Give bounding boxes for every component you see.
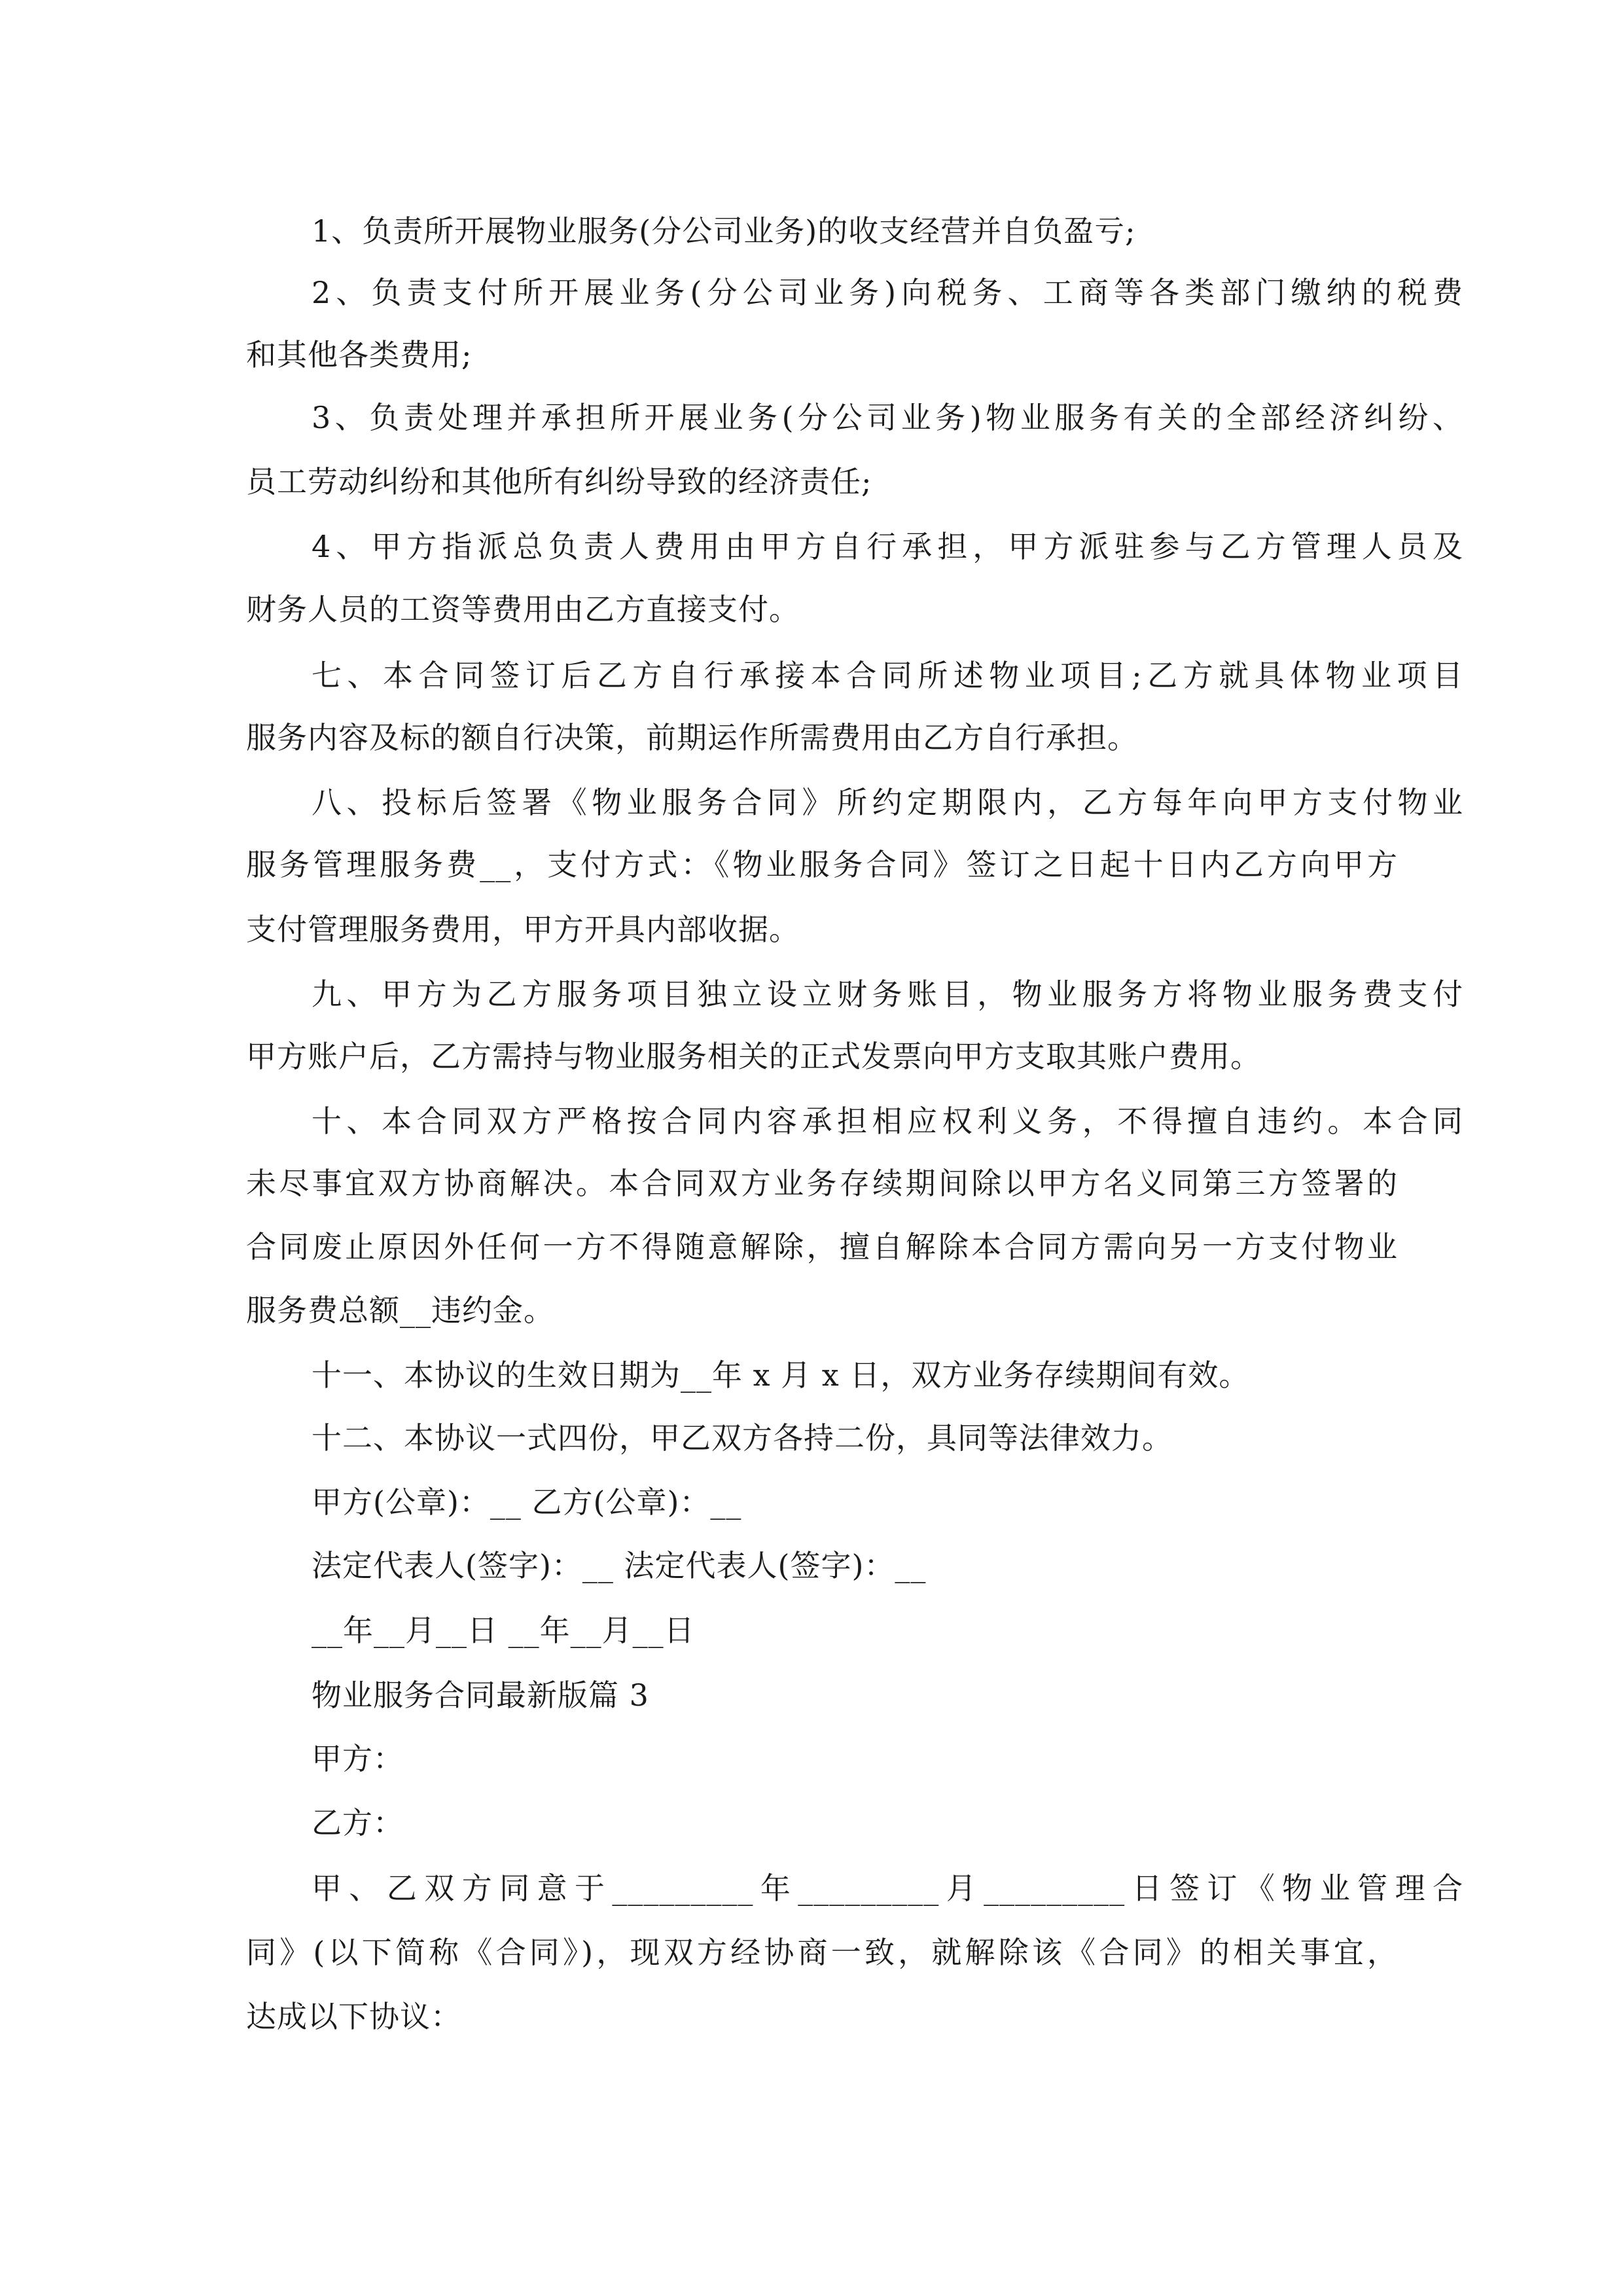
paragraph-line: 服务费总额__违约金。: [246, 1293, 554, 1328]
paragraph-line: 八、投标后签署《物业服务合同》所约定期限内，乙方每年向甲方支付物业: [312, 785, 1463, 820]
paragraph-line: 1、负责所开展物业服务(分公司业务)的收支经营并自负盈亏;: [312, 213, 1136, 249]
section-heading: 物业服务合同最新版篇 3: [312, 1677, 649, 1713]
paragraph-line: 甲、乙双方同意于_________年_________月_________日签订《物业管理合: [312, 1871, 1463, 1906]
paragraph-line: 合同废止原因外任何一方不得随意解除，擅自解除本合同方需向另一方支付物业: [246, 1229, 1398, 1265]
date-line: __年__月__日 __年__月__日: [312, 1613, 695, 1648]
paragraph-line: 甲方账户后，乙方需持与物业服务相关的正式发票向甲方支取其账户费用。: [246, 1039, 1261, 1074]
paragraph-line: 财务人员的工资等费用由乙方直接支付。: [246, 592, 800, 627]
paragraph-line: 同》(以下简称《合同》)，现双方经协商一致，就解除该《合同》的相关事宜，: [246, 1935, 1398, 1970]
paragraph-line: 4、甲方指派总负责人费用由甲方自行承担，甲方派驻参与乙方管理人员及: [312, 529, 1463, 564]
paragraph-line: 2、负责支付所开展业务(分公司业务)向税务、工商等各类部门缴纳的税费: [312, 275, 1463, 310]
paragraph-line: 3、负责处理并承担所开展业务(分公司业务)物业服务有关的全部经济纠纷、: [312, 400, 1463, 435]
party-b-line: 乙方：: [312, 1805, 404, 1840]
signature-line: 法定代表人(签字)：__ 法定代表人(签字)：__: [312, 1548, 927, 1583]
paragraph-line: 服务管理服务费__，支付方式：《物业服务合同》签订之日起十日内乙方向甲方: [246, 847, 1398, 882]
paragraph-line: 七、本合同签订后乙方自行承接本合同所述物业项目;乙方就具体物业项目: [312, 658, 1463, 693]
paragraph-line: 服务内容及标的额自行决策，前期运作所需费用由乙方自行承担。: [246, 720, 1138, 755]
paragraph-line: 和其他各类费用;: [246, 337, 473, 372]
paragraph-line: 九、甲方为乙方服务项目独立设立财务账目，物业服务方将物业服务费支付: [312, 977, 1463, 1012]
paragraph-line: 员工劳动纠纷和其他所有纠纷导致的经济责任;: [246, 464, 872, 499]
paragraph-line: 未尽事宜双方协商解决。本合同双方业务存续期间除以甲方名义同第三方签署的: [246, 1166, 1398, 1201]
party-a-line: 甲方：: [312, 1741, 404, 1776]
signature-line: 甲方(公章)：__ 乙方(公章)：__: [312, 1484, 742, 1520]
paragraph-line: 支付管理服务费用，甲方开具内部收据。: [246, 912, 800, 947]
paragraph-line: 十一、本协议的生效日期为__年 x 月 x 日，双方业务存续期间有效。: [312, 1357, 1250, 1393]
paragraph-line: 达成以下协议：: [246, 1999, 461, 2034]
paragraph-line: 十、本合同双方严格按合同内容承担相应权利义务，不得擅自违约。本合同: [312, 1103, 1463, 1139]
paragraph-line: 十二、本协议一式四份，甲乙双方各持二份，具同等法律效力。: [312, 1420, 1173, 1456]
